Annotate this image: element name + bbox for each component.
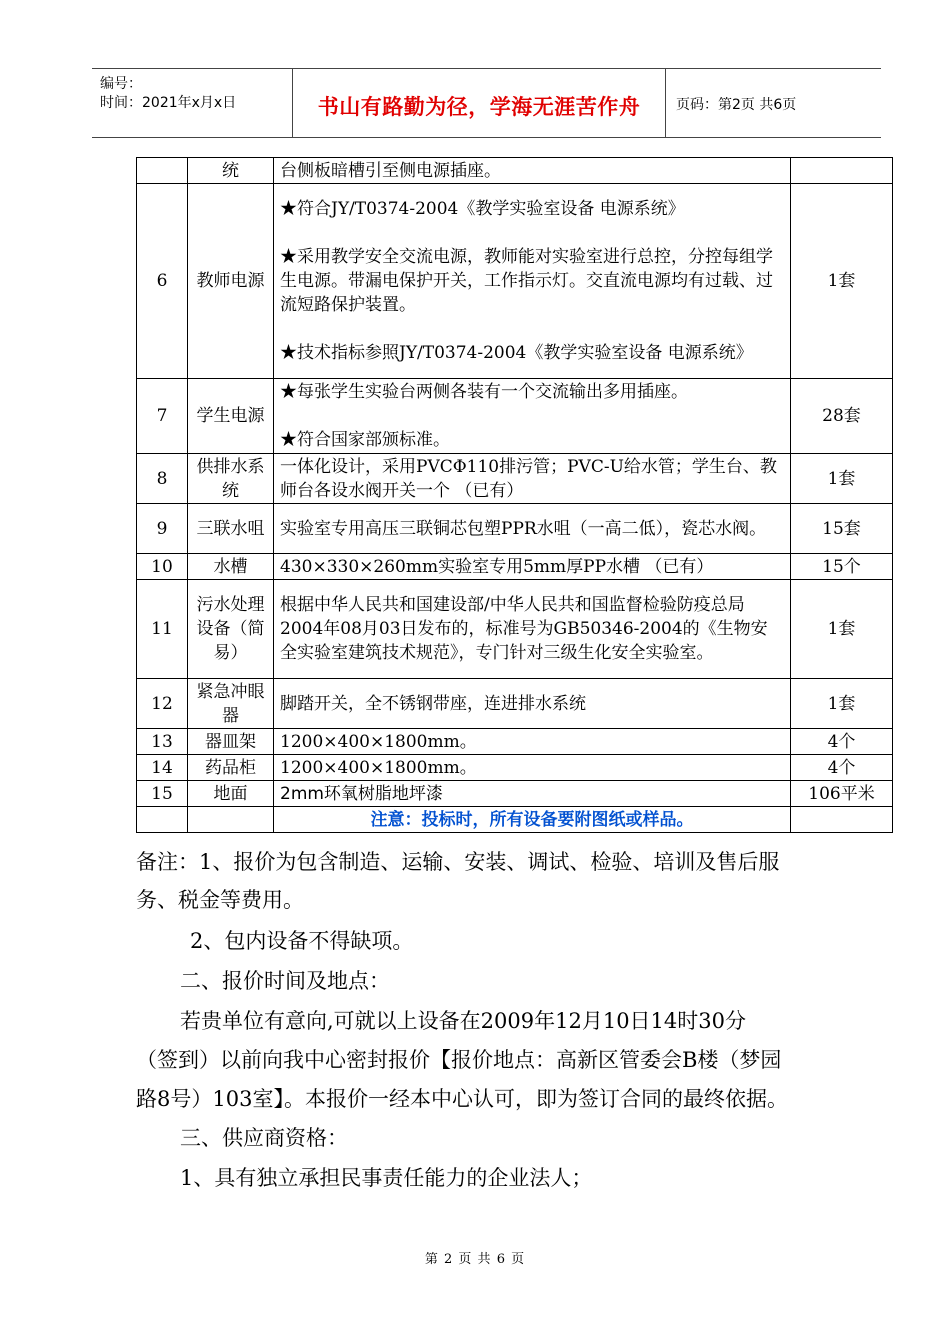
desc-line: 1200×400×1800mm。 bbox=[280, 757, 477, 778]
desc-line: 一体化设计，采用PVCΦ110排污管；PVC-U给水管；学生台、教师台各设水阀开关一个 （已有） bbox=[280, 456, 777, 501]
page-header bbox=[92, 68, 881, 138]
desc-line: 根据中华人民共和国建设部/中华人民共和国监督检验防疫总局2004年08月03日发布的，标准号为GB50346-2004的《生物安全实验室建筑技术规范》，专门针对三级生化安全实验室。 bbox=[280, 595, 768, 663]
item-quantity: 28套 bbox=[791, 379, 893, 454]
item-quantity: 1套 bbox=[791, 454, 893, 504]
item-quantity: 1套 bbox=[791, 679, 893, 729]
item-name: 供排水系统 bbox=[188, 454, 274, 504]
item-description bbox=[274, 580, 791, 679]
item-description bbox=[274, 454, 791, 504]
note-empty-cell bbox=[188, 807, 274, 833]
table-row bbox=[137, 158, 893, 184]
row-number: 8 bbox=[137, 454, 188, 504]
table-row bbox=[137, 184, 893, 379]
item-quantity: 15套 bbox=[791, 504, 893, 554]
row-number: 9 bbox=[137, 504, 188, 554]
table-row bbox=[137, 679, 893, 729]
header-motto-cell bbox=[293, 69, 666, 137]
item-name: 器皿架 bbox=[188, 729, 274, 755]
desc-line: 实验室专用高压三联铜芯包塑PPR水咀（一高二低），瓷芯水阀。 bbox=[280, 518, 767, 539]
desc-line: ★每张学生实验台两侧各装有一个交流输出多用插座。 bbox=[280, 382, 688, 402]
item-quantity: 4个 bbox=[791, 729, 893, 755]
header-left-cell bbox=[92, 69, 293, 137]
item-name: 统 bbox=[188, 158, 274, 184]
remark-line-2: 务、税金等费用。 bbox=[136, 888, 304, 912]
table-row bbox=[137, 554, 893, 580]
item-name: 地面 bbox=[188, 781, 274, 807]
table-note-row bbox=[137, 807, 893, 833]
row-number: 6 bbox=[137, 184, 188, 379]
item-name: 教师电源 bbox=[188, 184, 274, 379]
item-description bbox=[274, 158, 791, 184]
section-3-item-1: 1、具有独立承担民事责任能力的企业法人； bbox=[180, 1166, 593, 1190]
table-row bbox=[137, 781, 893, 807]
table-note: 注意：投标时，所有设备要附图纸或样品。 bbox=[274, 807, 791, 833]
item-description bbox=[274, 504, 791, 554]
page-info: 页码：第2页 共6页 bbox=[676, 97, 797, 113]
section-3-title: 三、供应商资格： bbox=[180, 1126, 348, 1150]
item-name: 紧急冲眼器 bbox=[188, 679, 274, 729]
section-2-line-1: 若贵单位有意向,可就以上设备在2009年12月10日14时30分 bbox=[180, 1009, 747, 1033]
item-quantity: 106平米 bbox=[791, 781, 893, 807]
item-description bbox=[274, 679, 791, 729]
item-name: 污水处理设备（简易） bbox=[188, 580, 274, 679]
item-quantity: 1套 bbox=[791, 580, 893, 679]
table-row bbox=[137, 379, 893, 454]
item-quantity: 15个 bbox=[791, 554, 893, 580]
equipment-table bbox=[136, 157, 893, 833]
section-2-line-3: 路8号）103室】。本报价一经本中心认可，即为签订合同的最终依据。 bbox=[136, 1087, 788, 1111]
desc-line: 台侧板暗槽引至侧电源插座。 bbox=[280, 160, 501, 181]
section-2-title: 二、报价时间及地点： bbox=[180, 969, 390, 993]
table-row bbox=[137, 580, 893, 679]
row-number: 12 bbox=[137, 679, 188, 729]
item-description bbox=[274, 781, 791, 807]
item-quantity bbox=[791, 158, 893, 184]
table-row bbox=[137, 454, 893, 504]
desc-line: 1200×400×1800mm。 bbox=[280, 731, 477, 752]
header-motto: 书山有路勤为径，学海无涯苦作舟 bbox=[317, 94, 641, 119]
remark-item-2: 2、包内设备不得缺项。 bbox=[190, 929, 414, 953]
row-number: 15 bbox=[137, 781, 188, 807]
row-number bbox=[137, 158, 188, 184]
desc-line: ★符合JY/T0374-2004《教学实验室设备 电源系统》 bbox=[280, 199, 685, 219]
row-number: 11 bbox=[137, 580, 188, 679]
item-description bbox=[274, 729, 791, 755]
row-number: 13 bbox=[137, 729, 188, 755]
desc-line: 2mm环氧树脂地坪漆 bbox=[280, 783, 443, 804]
note-empty-cell bbox=[137, 807, 188, 833]
item-name: 三联水咀 bbox=[188, 504, 274, 554]
item-description bbox=[274, 755, 791, 781]
item-quantity: 1套 bbox=[791, 184, 893, 379]
table-row bbox=[137, 504, 893, 554]
row-number: 14 bbox=[137, 755, 188, 781]
section-2-line-2: （签到）以前向我中心密封报价【报价地点：高新区管委会B楼（梦园 bbox=[136, 1048, 782, 1072]
table-row bbox=[137, 729, 893, 755]
item-description bbox=[274, 184, 791, 379]
item-description bbox=[274, 379, 791, 454]
item-name: 水槽 bbox=[188, 554, 274, 580]
desc-line: 430×330×260mm实验室专用5mm厚PP水槽 （已有） bbox=[280, 556, 714, 577]
serial-label: 编号： bbox=[100, 76, 142, 92]
row-number: 10 bbox=[137, 554, 188, 580]
header-right-cell bbox=[666, 69, 881, 137]
item-description bbox=[274, 554, 791, 580]
item-quantity: 4个 bbox=[791, 755, 893, 781]
time-label: 时间：2021年x月x日 bbox=[100, 95, 237, 111]
desc-line: ★符合国家部颁标准。 bbox=[280, 430, 450, 450]
desc-line: ★技术指标参照JY/T0374-2004《教学实验室设备 电源系统》 bbox=[280, 343, 753, 363]
remark-line-1: 备注：1、报价为包含制造、运输、安装、调试、检验、培训及售后服 bbox=[136, 850, 780, 874]
item-name: 学生电源 bbox=[188, 379, 274, 454]
desc-line: 脚踏开关，全不锈钢带座，连进排水系统 bbox=[280, 693, 586, 714]
note-empty-cell bbox=[791, 807, 893, 833]
table-row bbox=[137, 755, 893, 781]
row-number: 7 bbox=[137, 379, 188, 454]
page-footer: 第 2 页 共 6 页 bbox=[424, 1252, 526, 1267]
desc-line: ★采用教学安全交流电源，教师能对实验室进行总控，分控每组学生电源。带漏电保护开关，工作指示灯。交直流电源均有过载、过流短路保护装置。 bbox=[280, 247, 773, 315]
item-name: 药品柜 bbox=[188, 755, 274, 781]
